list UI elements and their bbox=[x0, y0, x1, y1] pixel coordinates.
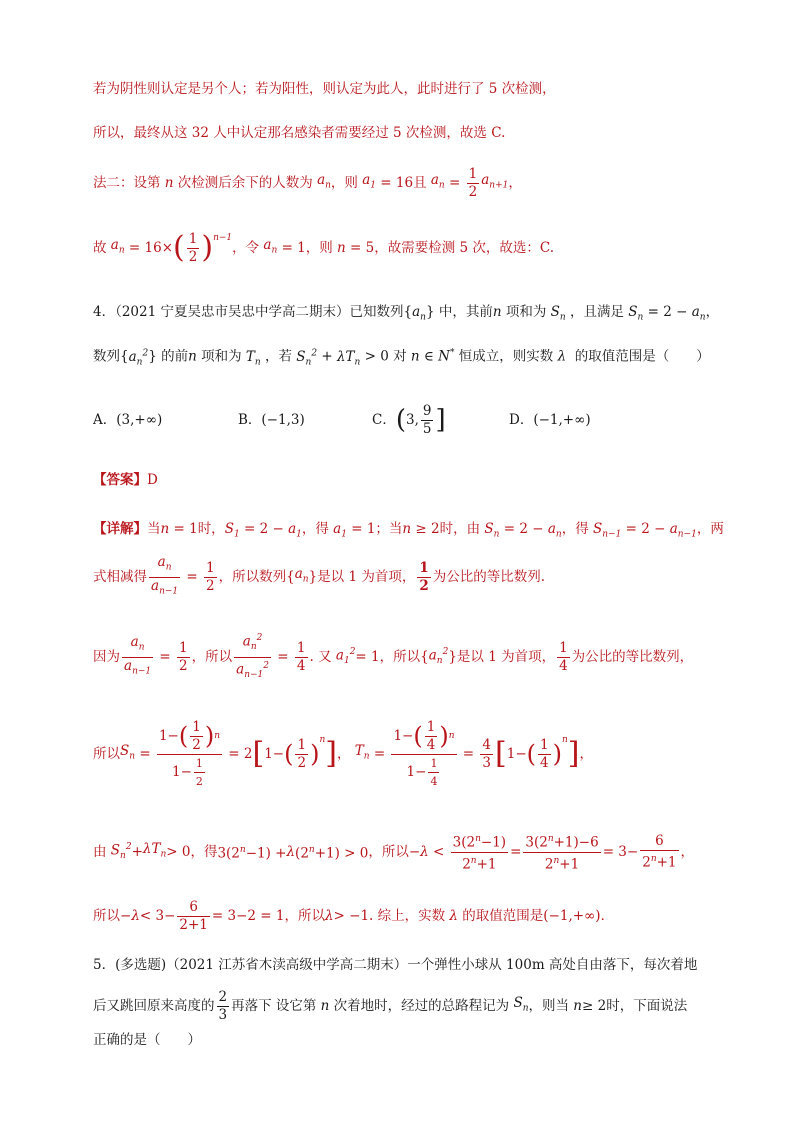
text: 是以 1 为首项， bbox=[456, 649, 556, 665]
question-4-stem-line1: 4．（2021 宁夏吴忠市吴忠中学高二期末）已知数列$\{a_n\}$ 中，其前n 项和为 $S_n$ ，且满足 $S_n = 2 - a_n$， bbox=[93, 304, 720, 323]
text: . 综上，实数 bbox=[369, 908, 446, 924]
text: ，所以 bbox=[191, 649, 233, 665]
text: 再落下 设它第 bbox=[231, 998, 317, 1014]
answer-tag: 【答案】 bbox=[93, 472, 147, 488]
detail-line-4: 所以 $S_n$ = 1− ( $\frac{1}{2}$ ) n 1− $\frac{1}{2}$ = 2 [ 1− ( $\frac{1}{2}$ ) $^n$ ] ， $T_n$ = 1− ( $\frac{1}{4}$ ) n 1− $\frac{1}{4}$ = $\frac{4}{3}$ [ 1− ( $\frac{1}{4}$ ) $^n$ ] ， bbox=[93, 718, 593, 788]
text: ；当 bbox=[375, 521, 403, 537]
solution-method-two: 法二：设第 n 次检测后余下的人数为 $a_n$ ，则 $a_1$ = 16 且 $a_n$ = $\frac{1}{2}$ $a_{n+1}$ ， bbox=[93, 165, 522, 200]
detail-line-1: 【详解】当n = 1时，$S_1 = 2 - a_1$，得 $a_1 = 1$；当n ≥ 2时，由 $S_n = 2 - a_n$，得 $S_{n-1} = 2 - a_{n-1}$，两 bbox=[93, 521, 724, 540]
text: 且 bbox=[413, 175, 427, 191]
text: 项和为 bbox=[201, 348, 242, 365]
text: 为公比的等比数列. bbox=[432, 569, 546, 585]
question-4-options bbox=[93, 400, 734, 440]
option-d[interactable]: D．(−1,+∞) bbox=[509, 412, 591, 428]
solution-line-2 bbox=[93, 123, 734, 143]
text: ，若 bbox=[264, 348, 292, 365]
text: 因为 bbox=[93, 649, 120, 665]
text: ，故需要检测 5 次，故选：C. bbox=[374, 240, 555, 256]
solution-conclusion: 故 $a_n$ = 16× ( $\frac{1}{2}$ ) $^{n-1}$ ，令 $a_n$ = 1 ，则 n = 5 ，故需要检测 5 次，故选：C. bbox=[93, 230, 555, 265]
option-a[interactable]: A．(3,+∞) bbox=[93, 412, 163, 428]
detail-line-5: 由 $S_n^2$ + $\lambda T_n$ > 0 ，得 $3(2^n-1)$ + λ $(2^n+1) > 0$ ，所以 − λ < $\frac{3(2^n-1)}{2^n+1}$ = $\frac{3(2^n+1)-6}{2^n+1}$ = 3− $\frac{6}{2^n+1}$ ， bbox=[93, 832, 695, 872]
text: ，所以 bbox=[379, 649, 421, 665]
text: 次着地时，经过的总路程记为 bbox=[333, 998, 510, 1014]
text: 若为阴性则认定是另个人；若为阳性，则认定为此人，此时进行了 5 次检测， bbox=[93, 81, 556, 97]
text: 所以 bbox=[93, 746, 120, 762]
answer-line bbox=[93, 470, 734, 490]
text: . 又 bbox=[309, 649, 332, 665]
text: ，两 bbox=[696, 521, 724, 537]
text: 的取值范围是（ ） bbox=[574, 348, 710, 365]
question-5-line2: 后又跳回原来高度的 $\frac{2}{3}$ 再落下 设它第 n 次着地时，经过的总路程记为 $S_n$ ，则当 n ≥ 2 时，下面说法 bbox=[93, 988, 688, 1023]
text: ，令 bbox=[232, 240, 260, 256]
text: 为公比的等比数列， bbox=[571, 649, 694, 665]
text: 对 bbox=[393, 348, 407, 365]
text: 式相减得 bbox=[93, 569, 147, 585]
text: 所以 bbox=[93, 908, 120, 924]
text: ，则当 bbox=[528, 998, 570, 1014]
text: 4．（2021 宁夏吴忠市吴忠中学高二期末）已知数列 bbox=[93, 304, 404, 320]
option-b[interactable]: B．(−1,3) bbox=[238, 412, 305, 428]
question-5-line3 bbox=[93, 1030, 734, 1050]
text: ，所以数列 bbox=[218, 569, 287, 585]
text: 恒成立，则实数 bbox=[458, 348, 554, 365]
text: 次检测后余下的人数为 bbox=[177, 175, 313, 191]
text: 当 bbox=[147, 521, 161, 537]
text: 项和为 bbox=[505, 304, 547, 320]
text: ，得 bbox=[561, 521, 589, 537]
text: 法二：设第 bbox=[93, 175, 161, 191]
text: 故 bbox=[93, 240, 107, 256]
answer-value: D bbox=[147, 472, 158, 488]
text: ，所以 bbox=[284, 908, 325, 924]
text: 正确的是（ ） bbox=[93, 1032, 201, 1048]
text: 后又跳回原来高度的 bbox=[93, 998, 215, 1014]
question-4-stem-line2: 数列$\{a_n^2\}$ 的前n 项和为 $T_n$ ，若 $S_n^2 + \lambda T_n > 0$ 对 n ∈ N* 恒成立，则实数 λ 的取值范围是（ ） bbox=[93, 348, 710, 368]
text: ，则 bbox=[330, 175, 358, 191]
question-5-line1 bbox=[93, 955, 734, 975]
text: 时，由 bbox=[439, 521, 481, 537]
text: 中，其前 bbox=[438, 304, 493, 320]
option-c[interactable]: C． ( 3, $\frac{9}{5}$ ] bbox=[372, 402, 446, 437]
text: 时， bbox=[197, 521, 225, 537]
text: 数列 bbox=[93, 348, 120, 365]
text: ，所以 bbox=[368, 844, 409, 860]
detail-line-6: 所以 − λ < 3− $\frac{6}{2+1}$ = 3−2 = 1 ，所以 λ > −1 . 综上，实数 λ 的取值范围是 (−1,+∞)． bbox=[93, 898, 615, 933]
text: 由 bbox=[93, 844, 107, 860]
text: 的取值范围是 bbox=[462, 908, 544, 924]
text: ，且满足 bbox=[569, 304, 624, 320]
detail-line-3: 因为 $\frac{a_n}{a_{n-1}}$ = $\frac{1}{2}$ ，所以 $\frac{a_n^2}{a_{n-1}^2}$ = $\frac{1}{4}$ . 又 $a_1^2$ = 1 ，所以 { $a_n^2$ } 是以 1 为首项， $\frac{1}{4}$ 为公比的等比数列， bbox=[93, 635, 734, 679]
text: 5．(多选题)（2021 江苏省木渎高级中学高二期末）一个弹性小球从 100m 高处自由落下，每次着地 bbox=[93, 957, 698, 973]
text: 所以，最终从这 32 人中认定那名感染者需要经过 5 次检测，故选 C. bbox=[93, 125, 506, 141]
text: 时，下面说法 bbox=[606, 998, 688, 1014]
detail-tag: 【详解】 bbox=[93, 521, 147, 537]
detail-line-2: 式相减得 $\frac{a_n}{a_{n-1}}$ = $\frac{1}{2}$ ，所以数列 { $a_n$ } 是以 1 为首项， $\frac{1}{2}$ 为公比的等比数列. bbox=[93, 553, 546, 597]
text: ，得 bbox=[301, 521, 329, 537]
text: 是以 1 为首项， bbox=[317, 569, 416, 585]
solution-line-1 bbox=[93, 79, 734, 99]
option-c-label: C． bbox=[372, 412, 396, 428]
text: ，则 bbox=[305, 240, 333, 256]
text: 的前 bbox=[161, 348, 189, 365]
text: ，得 bbox=[190, 844, 218, 860]
